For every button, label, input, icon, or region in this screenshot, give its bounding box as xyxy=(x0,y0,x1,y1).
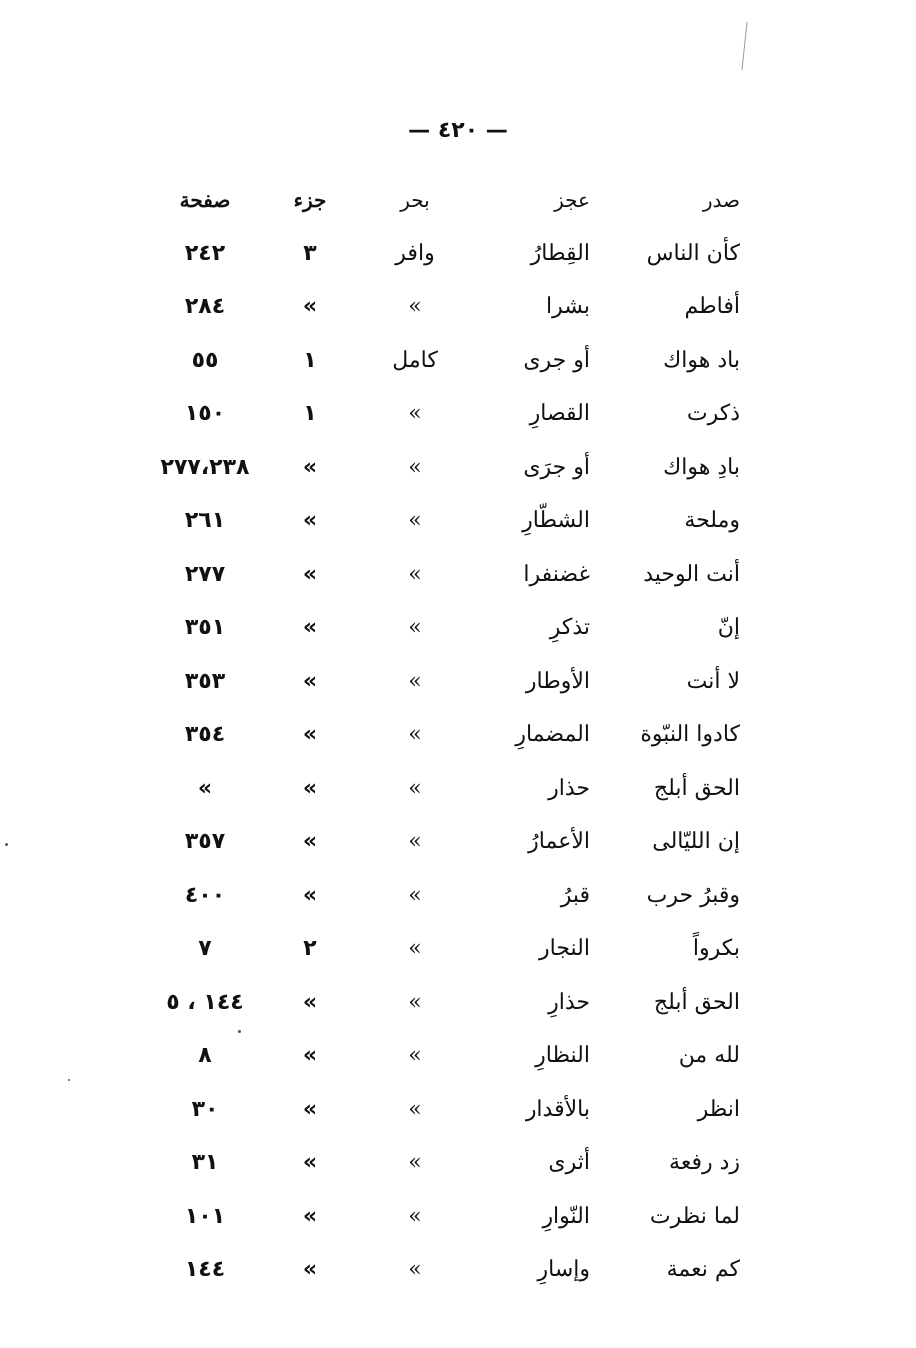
cell-juz: » xyxy=(302,1043,318,1068)
cell-sadr: وقبرُ حرب xyxy=(646,882,740,908)
table-row xyxy=(150,988,760,1042)
cell-safha: ٧ xyxy=(198,936,212,961)
cell-juz: » xyxy=(302,454,318,480)
cell-juz: » xyxy=(302,508,318,533)
cell-safha: ٢٦١ xyxy=(184,508,226,533)
header-ajuz: عجز xyxy=(554,188,590,212)
cell-safha: ٣٥٤ xyxy=(184,722,226,747)
cell-ajuz: بشرا xyxy=(546,294,590,319)
cell-safha: ٢٧٧،٢٣٨ xyxy=(160,454,250,480)
margin-pencil-mark xyxy=(741,22,747,70)
header-safha: صفحة xyxy=(179,188,231,212)
cell-juz: » xyxy=(302,1257,318,1282)
cell-sadr: كادوا النبّوة xyxy=(640,722,740,747)
cell-ajuz: أو جرَى xyxy=(523,454,590,480)
table-row xyxy=(150,292,760,346)
cell-safha: ٤٠٠ xyxy=(184,882,226,908)
table-row xyxy=(150,399,760,453)
cell-sadr: كأن الناس xyxy=(646,240,740,266)
cell-juz: » xyxy=(302,882,318,908)
cell-juz: » xyxy=(302,294,318,319)
cell-safha: ٢٤٢ xyxy=(184,240,226,266)
table-body xyxy=(150,239,760,1309)
cell-ajuz: الأوطار xyxy=(525,668,590,694)
cell-sadr: إنّ xyxy=(717,615,740,640)
cell-bahr: » xyxy=(408,1043,422,1068)
cell-juz: » xyxy=(302,1150,318,1175)
cell-sadr: باد هواك xyxy=(663,347,740,373)
cell-juz: ١ xyxy=(303,347,317,373)
table-row xyxy=(150,613,760,667)
cell-safha: ١٤٤ ، ٥ xyxy=(166,989,244,1015)
header-bahr: بحر xyxy=(400,188,430,212)
cell-sadr: كم نعمة xyxy=(666,1257,740,1282)
cell-sadr: زد رفعة xyxy=(669,1150,740,1175)
cell-safha: ٣٥١ xyxy=(184,615,226,640)
cell-ajuz: أثرى xyxy=(548,1150,590,1175)
cell-ajuz: النجار xyxy=(539,936,590,961)
cell-bahr: » xyxy=(408,668,422,694)
cell-bahr: » xyxy=(408,508,422,533)
cell-safha: ١٥٠ xyxy=(184,401,226,426)
cell-sadr: ذكرت xyxy=(686,401,740,426)
cell-bahr: » xyxy=(408,882,422,908)
table-row xyxy=(150,1148,760,1202)
cell-juz: » xyxy=(302,775,318,801)
cell-juz: ٢ xyxy=(303,936,317,961)
cell-sadr: أفاطم xyxy=(684,294,740,319)
cell-safha: ٥٥ xyxy=(191,347,219,373)
table-row xyxy=(150,1202,760,1256)
cell-ajuz: القصارِ xyxy=(529,401,590,426)
cell-sadr: أنت الوحيد xyxy=(643,561,740,587)
cell-ajuz: الشطّارِ xyxy=(522,508,590,533)
cell-juz: » xyxy=(302,615,318,640)
table-row xyxy=(150,560,760,614)
cell-safha: ٣٥٣ xyxy=(184,668,226,694)
cell-ajuz: غضنفرا xyxy=(523,561,590,587)
cell-bahr: » xyxy=(408,615,422,640)
cell-bahr: » xyxy=(408,936,422,961)
cell-ajuz: أو جرى xyxy=(523,347,590,373)
cell-bahr: » xyxy=(408,401,422,426)
verse-index-table xyxy=(150,185,760,1309)
cell-ajuz: حذار xyxy=(548,775,590,801)
cell-ajuz: تذكرِ xyxy=(549,615,590,640)
cell-ajuz: القِطارُ xyxy=(530,240,590,266)
cell-bahr: » xyxy=(408,294,422,319)
table-row xyxy=(150,934,760,988)
table-row xyxy=(150,1255,760,1309)
cell-bahr: » xyxy=(408,775,422,801)
cell-juz: ٣ xyxy=(303,240,317,266)
cell-bahr: » xyxy=(408,1257,422,1282)
cell-bahr: وافر xyxy=(395,240,435,266)
cell-sadr: بكرواً xyxy=(692,936,740,961)
table-row xyxy=(150,453,760,507)
cell-ajuz: المضمارِ xyxy=(515,722,590,747)
cell-bahr: » xyxy=(408,989,422,1015)
cell-sadr: لما نظرت xyxy=(649,1203,740,1229)
cell-ajuz: وإسارِ xyxy=(537,1257,590,1282)
cell-juz: » xyxy=(302,722,318,747)
cell-bahr: » xyxy=(408,829,422,854)
cell-juz: ١ xyxy=(303,401,317,426)
cell-sadr: إن الليّالى xyxy=(652,829,740,854)
table-row xyxy=(150,506,760,560)
cell-bahr: كامل xyxy=(392,347,438,373)
table-row xyxy=(150,774,760,828)
cell-sadr: الحق أبلج xyxy=(653,775,740,801)
cell-juz: » xyxy=(302,668,318,694)
cell-safha: ٣٠ xyxy=(191,1096,219,1122)
table-row xyxy=(150,1095,760,1149)
header-juz: جزء xyxy=(293,188,327,212)
cell-bahr: » xyxy=(408,561,422,587)
cell-bahr: » xyxy=(408,722,422,747)
cell-safha: ١٤٤ xyxy=(184,1257,226,1282)
cell-bahr: » xyxy=(408,454,422,480)
cell-safha: ٨ xyxy=(198,1043,212,1068)
cell-ajuz: الأعمارُ xyxy=(528,829,590,854)
cell-ajuz: قبرُ xyxy=(560,882,590,908)
cell-safha: ٢٨٤ xyxy=(184,294,226,319)
paper-speck xyxy=(68,1079,70,1081)
cell-juz: » xyxy=(302,829,318,854)
table-row xyxy=(150,667,760,721)
cell-sadr: انظر xyxy=(697,1096,740,1122)
cell-ajuz: بالأقدار xyxy=(525,1096,590,1122)
cell-bahr: » xyxy=(408,1096,422,1122)
cell-safha: ٣٥٧ xyxy=(184,829,226,854)
table-row xyxy=(150,881,760,935)
cell-safha: » xyxy=(197,775,213,801)
cell-safha: ١٠١ xyxy=(184,1203,226,1229)
cell-juz: » xyxy=(302,989,318,1015)
cell-sadr: بادِ هواك xyxy=(663,454,740,480)
table-row xyxy=(150,239,760,293)
cell-ajuz: حذارِ xyxy=(548,989,590,1015)
table-header-row xyxy=(150,185,760,239)
table-row xyxy=(150,1041,760,1095)
cell-sadr: الحق أبلج xyxy=(653,989,740,1015)
cell-juz: » xyxy=(302,1096,318,1122)
cell-sadr: لا أنت xyxy=(686,668,740,694)
cell-ajuz: النظارِ xyxy=(535,1043,590,1068)
cell-bahr: » xyxy=(408,1150,422,1175)
cell-safha: ٢٧٧ xyxy=(184,561,226,587)
page-number: — ٤٢٠ — xyxy=(408,118,508,143)
cell-juz: » xyxy=(302,561,318,587)
cell-juz: » xyxy=(302,1203,318,1229)
table-row xyxy=(150,346,760,400)
header-sadr: صدر xyxy=(702,188,740,212)
cell-ajuz: النّوارِ xyxy=(542,1203,590,1229)
cell-sadr: وملحة xyxy=(684,508,740,533)
table-row xyxy=(150,720,760,774)
cell-sadr: لله من xyxy=(678,1043,740,1068)
paper-speck xyxy=(5,843,8,846)
cell-safha: ٣١ xyxy=(191,1150,219,1175)
table-row xyxy=(150,827,760,881)
cell-bahr: » xyxy=(408,1203,422,1229)
